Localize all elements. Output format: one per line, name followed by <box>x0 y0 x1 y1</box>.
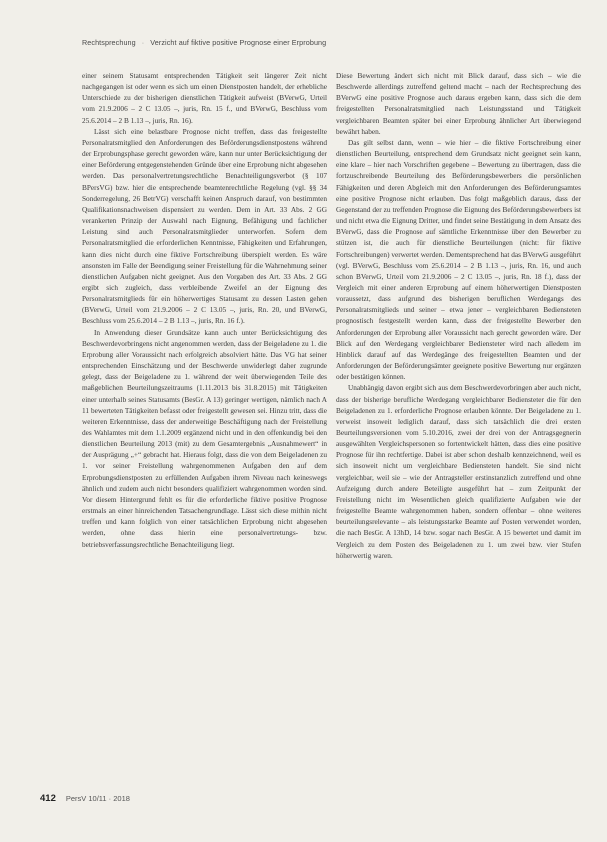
page-number: 412 <box>40 793 56 804</box>
page-header <box>82 38 567 47</box>
paragraph: Unabhängig davon ergibt sich aus dem Beschwerdevorbringen aber auch nicht, dass der bisherige berufliche Werdegang vergleichbarer Bediensteter die für den Beigeladenen zu 1. erforderliche Prognose erlauben könnte. Der Beigeladene zu 1. verweist insoweit lediglich darauf, dass sich tatsächlich die drei ersten Beurteilungsversionen vom 5.10.2016, zwei der drei von der Antragsgegnerin ausgewählten Vergleichspersonen so fortentwickelt hätten, dass dies eine positive Prognose für ihn rechtfertige. Dabei ist aber schon deshalb kennzeichnend, weil es sich insoweit nicht um vergleichbare Bediensteten handelt. Sie sind nicht vergleichbar, weil sie – wie der Antragsteller erstinstanzlich zutreffend und ohne Aufzeigung durch andere Beteiligte ausgeführt hat – zum Zeitpunkt der Freistellung nicht im Wesentlichen gleich qualifizierte Aufgaben wie der freigestellte Beamte wahrgenommen haben, sondern offenbar – ohne weiteres beurteilungsrelevante – als leistungsstarke Beamte auf Posten verwendet worden, die nach BesGr. A 13hD, 14 bzw. sogar nach BesGr. A 15 bewertet und damit im Vergleich zu dem Posten des Beigeladenen zu 1. um zwei bzw. vier Stufen höherwertig waren. <box>336 383 581 560</box>
right-column <box>336 70 581 752</box>
header-separator: · <box>141 38 145 47</box>
page-footer <box>40 793 567 804</box>
journal-reference: PersV 10/11 · 2018 <box>65 794 130 803</box>
paragraph: Das gilt selbst dann, wenn – wie hier – die fiktive Fortschreibung einer dienstlichen Beurteilung, entsprechend dem Grundsatz nicht geeignet sein kann, eine klare – hier nach Vorschriften gegebene – Bewertung zu übertragen, dass die fortzuschreibende Beurteilung des Beförderungsbewerbers die persönlichen Fähigkeiten und deren Abgleich mit den Anforderungen des Beförderungsamtes eine positive Prognose nicht erlauben. Das folgt maßgeblich daraus, dass der Gegenstand der zu treffenden Prognose die Eignung des Beförderungsbewerbers ist und nicht etwa die Eignung Dritter, und findet seine Bestätigung in dem Ansatz des BVerwG, dass die Prognose auf sämtliche Erkenntnisse über den Bewerber zu stützen ist, die auch für dienstliche Beurteilungen (nicht: für fiktive Fortschreibungen) verwertet werden. Dementsprechend hat das BVerwG ausgeführt (vgl. BVerwG, Beschluss vom 25.6.2014 – 2 B 1.13 –, juris, Rn. 16, und auch schon BVerwG, Urteil vom 21.9.2006 – 2 C 13.05 –, juris, Rn. 18 f.), dass der Vergleich mit einer anderen Erprobung auf einem höherwertigen Dienstposten voraussetzt, dass aufgrund des bisherigen beruflichen Werdegangs des Personalratsmitglieds und seiner – etwa jener – vergleichbaren Bediensteten prognostisch festgestellt werden kann, dass der freigestellte Bewerber den Anforderungen der Erprobung aller Voraussicht nach gerecht geworden wäre. Der Blick auf den Werdegang vergleichbarer Bediensteter wird nach alledem im Hinblick darauf auf das Werdegänge des freigestellten Beamten und der Anforderungen der Beförderungsämter geeignete positive Bewertung nur ergänzen oder bestätigen können. <box>336 137 581 382</box>
paragraph: Lässt sich eine belastbare Prognose nicht treffen, dass das freigestellte Personalratsmitglied den Anforderungen des Beförderungsdienstpostens während der Erprobungsphase gerecht geworden wäre, kann nur unter Berücksichtigung der einer Beförderung entgegenstehenden Gründe über eine Erprobung nicht abgesehen werden. Das personalvertretungsrechtliche Benachteiligungsverbot (§ 107 BPersVG) bzw. hier die entsprechende beamtenrechtliche Regelung (vgl. §§ 34 Sonderregelung, 26 BetrVG) verschafft keinen Anspruch darauf, von bestimmten Qualifikationsnachweisen dispensiert zu werden. Dem in Art. 33 Abs. 2 GG verankerten Prinzip der Auswahl nach Eignung, Befähigung und fachlicher Leistung sind auch Personalratsmitglieder unterworfen. Sofern dem Personalratsmitglied die erforderlichen Kenntnisse, Fähigkeiten und Erfahrungen, kann dies nicht durch eine fiktive Fortschreibung überspielt werden. Es wäre ansonsten im Falle der Beendigung seiner Freistellung für die Wahrnehmung seiner dienstlichen Aufgaben nicht geeignet. Aus den Vorgaben des Art. 33 Abs. 2 GG ergibt sich zugleich, dass verbleibende Zweifel an der Eignung des Personalratsmitglieds für ein höherwertiges Statusamt zu dessen Lasten gehen (BVerwG, Urteil vom 21.9.2006 – 2 C 13.05 –, juris, Rn. 20, und BVerwG, Beschluss vom 25.6.2014 – 2 B 1.13 –, juris, Rn. 16 f.). <box>82 126 327 326</box>
header-title: Verzicht auf fiktive positive Prognose einer Erprobung <box>150 38 327 47</box>
paragraph: einer seinem Statusamt entsprechenden Tätigkeit seit längerer Zeit nicht nachgegangen ist oder wenn es sich um einen Dienstposten handelt, der erhebliche Unterschiede zu der bisherigen dienstlichen Tätigkeit aufweist (BVerwG, Urteil vom 21.9.2006 – 2 C 13.05 –, juris, Rn. 15 f., und BVerwG, Beschluss vom 25.6.2014 – 2 B 1.13 –, juris, Rn. 16). <box>82 71 327 125</box>
paragraph: In Anwendung dieser Grundsätze kann auch unter Berücksichtigung des Beschwerdevorbringens nicht angenommen werden, dass der Beigeladene zu 1. die Erprobung aller Voraussicht nach erfolgreich absolviert hätte. Das VG hat seiner entsprechenden Einschätzung und der Beschwerde unwiderlegt daher zugrunde gelegt, dass der Beigeladene zu 1. während der weit überwiegenden Teile des maßgeblichen Beurteilungszeitraums (1.11.2013 bis 31.8.2015) mit Tätigkeiten einer unterhalb seines Statusamts (BesGr. A 13) geringer wertigen, nämlich nach A 11 bewerteten Tätigkeiten befasst oder freigestellt gewesen sei. Hinzu tritt, dass die weiteren Erkenntnisse, dass der anderweitige Beschäftigung nach der Freistellung des Wahlamtes mit dem 1.1.2009 ergänzend nicht und in den offenkundig bei den dienstlichen Beurteilung 2013 (mit) zu dem Gesamtergebnis „Ausnahmewert“ in der Ausprägung „+“ gebracht hat. Hieraus folgt, dass die von dem Beigeladenen zu 1. vor seiner Freistellung wahrgenommenen Aufgaben den auf dem Erprobungsdienstposten zu erfüllenden Aufgaben ihrem Niveau nach keineswegs ähnlich und zudem auch nicht besonders qualifiziert wahrgenommen worden sind. Vor diesem Hintergrund fehlt es für die erforderliche fiktive positive Prognose erstmals an einer hinreichenden Tatsachengrundlage. Lässt sich diese mithin nicht treffen und kann folglich von einer tatsächlichen Erprobung nicht abgesehen werden, ohne dass hierin eine personalvertretungs- bzw. betriebsverfassungsrechtliche Benachteiligung liegt. <box>82 327 327 549</box>
header-section: Rechtsprechung <box>82 38 136 47</box>
left-column <box>82 70 327 752</box>
paragraph: Diese Bewertung ändert sich nicht mit Blick darauf, dass sich – wie die Beschwerde allerdings zutreffend geltend macht – nach der Rechtsprechung des BVerwG eine positive Prognose auch daraus ergeben kann, dass sich die dem freigestellten Personalratsmitglied nach Leistungsstand und Tätigkeit vergleichbaren Beamten später bei einer Erprobung ähnlicher Art überwiegend bewährt haben. <box>336 71 581 136</box>
